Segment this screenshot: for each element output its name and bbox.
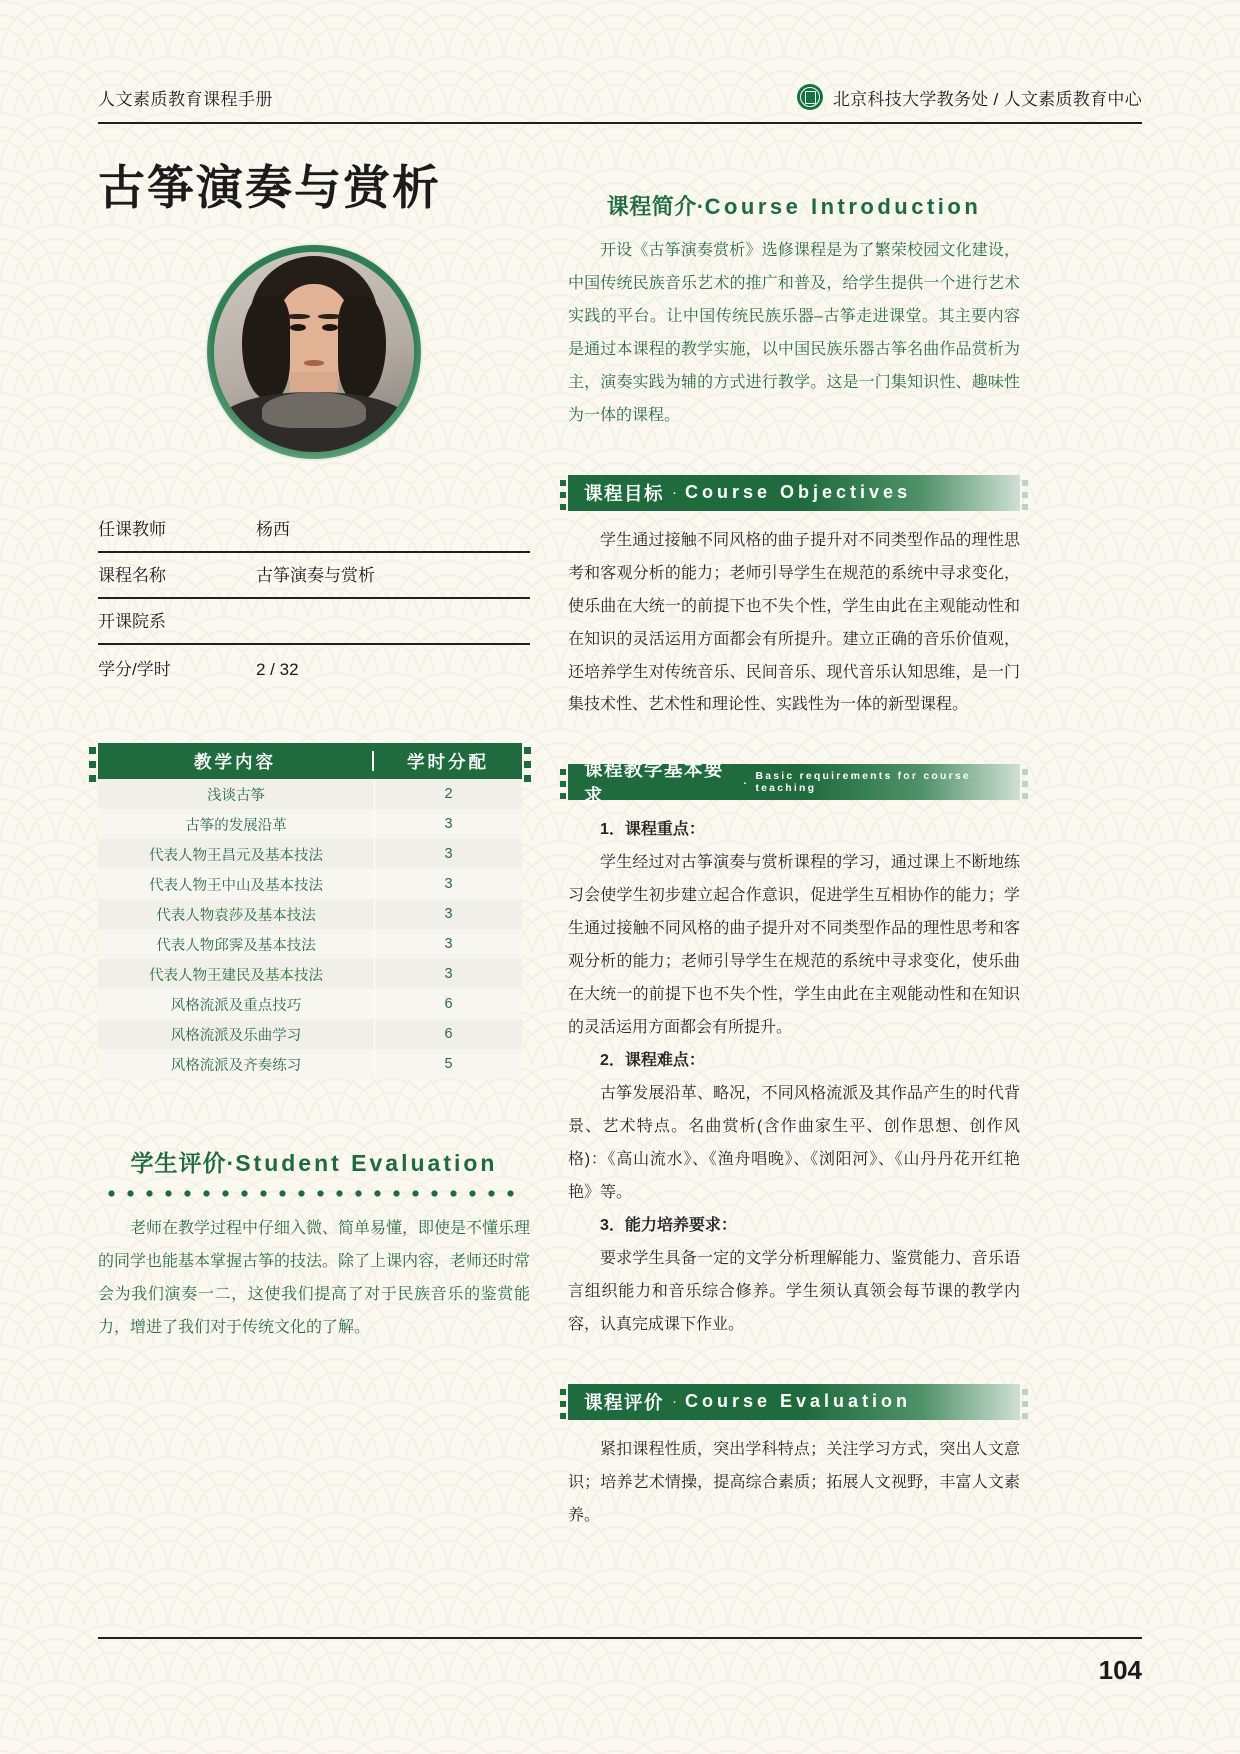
course-objectives-title-en: Course Objectives bbox=[685, 482, 912, 503]
page-header bbox=[98, 84, 1142, 110]
student-evaluation-title bbox=[98, 1145, 530, 1178]
student-evaluation-body: 老师在教学过程中仔细入微、简单易懂，即使是不懂乐理的同学也能基本掌握古筝的技法。除了上课内容，老师还时常会为我们演奏一二，这使我们提高了对于民族音乐的鉴赏能力，增进了我们对于传统文化的了解。 bbox=[98, 1220, 531, 1336]
course-introduction-body: 开设《古筝演奏赏析》选修课程是为了繁荣校园文化建设，中国传统民族音乐艺术的推广和普及，给学生提供一个进行艺术实践的平台。让中国传统民族乐器–古筝走进课堂。其主要内容是通过本课程的教学实施，以中国民族乐器古筝名曲作品赏析为主，演奏实践为辅的方式进行教学。这是一门集知识性、趣味性为一体的课程。 bbox=[568, 242, 1020, 424]
table-row bbox=[98, 989, 522, 1019]
cell-content: 风格流派及重点技巧 bbox=[170, 997, 302, 1014]
info-key: 任课教师 bbox=[98, 520, 166, 540]
info-row-department bbox=[98, 599, 530, 645]
teacher-portrait bbox=[207, 245, 421, 459]
page-number: 104 bbox=[1098, 1655, 1142, 1685]
portrait-photo bbox=[214, 252, 414, 452]
student-evaluation-section bbox=[98, 1145, 530, 1344]
info-value: 2 / 32 bbox=[256, 660, 299, 680]
band-notch-right-icon bbox=[1022, 1389, 1028, 1425]
table-row bbox=[98, 809, 522, 839]
teaching-table-header bbox=[98, 743, 522, 779]
column-header-content: 教学内容 bbox=[194, 751, 276, 772]
cell-content: 代表人物王中山及基本技法 bbox=[149, 877, 323, 894]
cell-content: 风格流派及乐曲学习 bbox=[170, 1027, 302, 1044]
page-title: 古筝演奏与赏析 bbox=[98, 161, 441, 214]
course-evaluation-body: 紧扣课程性质，突出学科特点；关注学习方式，突出人文意识；培养艺术情操，提高综合素质；拓展人文视野，丰富人文素养。 bbox=[568, 1440, 1020, 1524]
requirement-body: 学生经过对古筝演奏与赏析课程的学习，通过课上不断地练习会使学生初步建立起合作意识，促进学生互相协作的能力；学生通过接触不同风格的曲子提升对不同类型作品的理性思考和客观分析的能力；老师引导学生在规范的系统中寻求变化，使乐曲在大统一的前提下也不失个性，学生由此在主观能动性和在知识的灵活运用方面都会有所提升。 bbox=[568, 854, 1020, 1037]
info-value: 杨西 bbox=[256, 520, 290, 540]
cell-hours: 3 bbox=[374, 929, 522, 959]
title-separator: · bbox=[672, 1393, 678, 1411]
cell-hours: 6 bbox=[374, 1019, 522, 1049]
student-evaluation-title-en: Student Evaluation bbox=[235, 1150, 498, 1177]
cell-content: 浅谈古筝 bbox=[207, 787, 265, 804]
header-handbook-title: 人文素质教育课程手册 bbox=[98, 89, 273, 109]
course-evaluation-title-en: Course Evaluation bbox=[685, 1391, 912, 1412]
info-value: 古筝演奏与赏析 bbox=[256, 566, 375, 586]
course-objectives-body: 学生通过接触不同风格的曲子提升对不同类型作品的理性思考和客观分析的能力；老师引导学生在规范的系统中寻求变化，使乐曲在大统一的前提下也不失个性，学生由此在主观能动性和在知识的灵活运用方面都会有所提升。建立正确的音乐价值观，还培养学生对传统音乐、民间音乐、现代音乐认知思维，是一门集技术性、艺术性和理论性、实践性为一体的新型课程。 bbox=[568, 531, 1020, 714]
basic-requirements-title-en: Basic requirements for course teaching bbox=[755, 770, 971, 795]
cell-content: 代表人物王建民及基本技法 bbox=[149, 967, 323, 984]
column-header-hours: 学时分配 bbox=[407, 751, 489, 772]
info-key: 开课院系 bbox=[98, 612, 166, 632]
dotted-divider bbox=[102, 1190, 526, 1197]
cell-hours: 3 bbox=[374, 869, 522, 899]
band-notch-right-icon bbox=[1022, 480, 1028, 516]
header-organization bbox=[797, 84, 1142, 110]
title-separator: · bbox=[742, 773, 748, 791]
course-evaluation-title-cn: 课程评价 bbox=[584, 1391, 665, 1413]
info-row-credits-hours bbox=[98, 645, 530, 691]
cell-content: 风格流派及齐奏练习 bbox=[170, 1057, 302, 1074]
header-notch-left-icon bbox=[89, 747, 96, 775]
university-seal-icon bbox=[797, 84, 823, 110]
requirement-heading: 2．课程难点： bbox=[600, 1052, 705, 1070]
cell-hours: 2 bbox=[374, 779, 522, 809]
cell-hours: 6 bbox=[374, 989, 522, 1019]
cell-content: 代表人物邱霁及基本技法 bbox=[156, 937, 316, 954]
requirement-heading: 3．能力培养要求： bbox=[600, 1216, 737, 1234]
course-info-table bbox=[98, 507, 530, 691]
requirement-body: 要求学生具备一定的文学分析理解能力、鉴赏能力、音乐语言组织能力和音乐综合修养。学生须认真领会每节课的教学内容，认真完成课下作业。 bbox=[568, 1249, 1020, 1333]
cell-hours: 3 bbox=[374, 899, 522, 929]
band-notch-left-icon bbox=[560, 1389, 566, 1425]
course-objectives-header bbox=[568, 475, 1020, 511]
info-key: 学分/学时 bbox=[98, 660, 171, 680]
teaching-content-table bbox=[98, 743, 522, 1079]
title-separator: · bbox=[672, 484, 678, 502]
cell-hours: 3 bbox=[374, 809, 522, 839]
left-column bbox=[98, 150, 530, 1345]
right-column bbox=[568, 190, 1020, 1533]
title-separator: · bbox=[696, 194, 705, 219]
basic-requirements-header bbox=[568, 759, 1020, 807]
cell-hours: 3 bbox=[374, 839, 522, 869]
basic-requirements-title-cn: 课程教学基本要求 bbox=[584, 759, 725, 807]
course-introduction-title-en: Course Introduction bbox=[704, 194, 982, 219]
cell-hours: 3 bbox=[374, 959, 522, 989]
header-org-label: 北京科技大学教务处 / 人文素质教育中心 bbox=[832, 89, 1142, 109]
band-notch-left-icon bbox=[560, 769, 566, 805]
table-row bbox=[98, 779, 522, 809]
table-row bbox=[98, 1019, 522, 1049]
info-key: 课程名称 bbox=[98, 566, 166, 586]
table-row bbox=[98, 869, 522, 899]
cell-content: 古筝的发展沿革 bbox=[185, 817, 287, 834]
cell-content: 代表人物王昌元及基本技法 bbox=[149, 847, 323, 864]
header-notch-right-icon bbox=[524, 747, 531, 775]
footer-divider bbox=[98, 1637, 1142, 1639]
header-divider bbox=[98, 122, 1142, 124]
requirement-body: 古筝发展沿革、略况，不同风格流派及其作品产生的时代背景、艺术特点。名曲赏析(含作曲家生平、创作思想、创作风格)：《高山流水》、《渔舟唱晚》、《浏阳河》、《山丹丹花开红艳艳》等。 bbox=[568, 1085, 1020, 1201]
table-row bbox=[98, 839, 522, 869]
table-row bbox=[98, 929, 522, 959]
cell-hours: 5 bbox=[374, 1049, 522, 1079]
info-row-course-name bbox=[98, 553, 530, 599]
band-notch-right-icon bbox=[1022, 769, 1028, 805]
title-separator: · bbox=[226, 1150, 236, 1177]
requirement-heading: 1．课程重点： bbox=[600, 821, 705, 839]
table-row bbox=[98, 899, 522, 929]
course-introduction-title-cn: 课程简介 bbox=[606, 194, 697, 219]
student-evaluation-title-cn: 学生评价 bbox=[130, 1150, 227, 1177]
course-introduction-title bbox=[568, 190, 1020, 221]
course-objectives-title-cn: 课程目标 bbox=[584, 482, 665, 504]
table-row bbox=[98, 959, 522, 989]
cell-content: 代表人物袁莎及基本技法 bbox=[156, 907, 316, 924]
course-evaluation-header bbox=[568, 1384, 1020, 1420]
band-notch-left-icon bbox=[560, 480, 566, 516]
info-row-teacher bbox=[98, 507, 530, 553]
table-row bbox=[98, 1049, 522, 1079]
